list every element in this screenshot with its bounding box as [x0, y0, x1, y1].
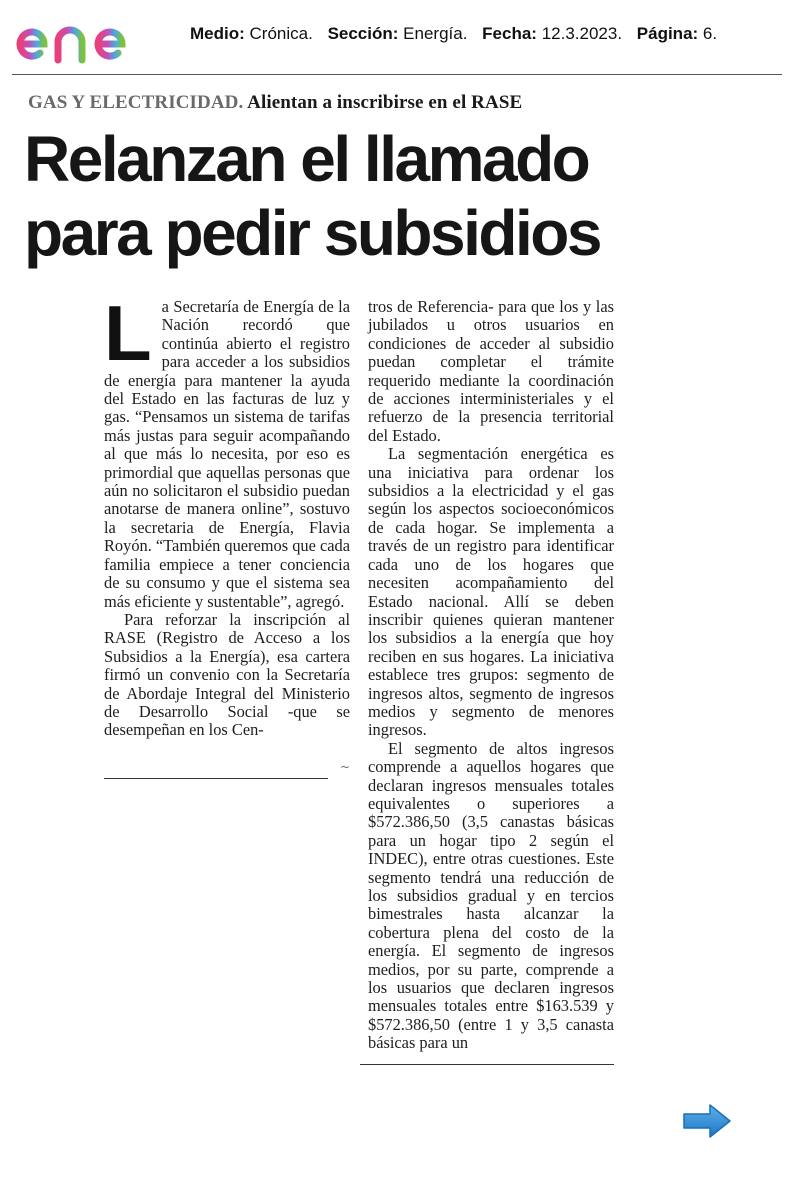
article-column-1: [104, 289, 350, 740]
headline-line-1: Relanzan el llamado: [24, 123, 589, 195]
pagina-label: Página:: [636, 24, 699, 43]
kicker-section: GAS Y ELECTRICIDAD.: [28, 92, 244, 113]
paragraph: tros de Referencia- para que los y las jubilados u otros usuarios en condiciones de acceder al subsidio puedan completar el trámite requerido mediante la coordinación de acciones interministeriales y el refuerzo de la presencia territorial del Estado.: [368, 297, 614, 445]
column-break-mark: ~: [340, 760, 351, 774]
column-1-end-rule: [104, 778, 328, 779]
medio-label: Medio:: [190, 24, 245, 43]
paragraph: La segmentación energética es una iniciativa para ordenar los subsidios a la electricidad y el gas según los aspectos socioeconómicos de cada hogar. Se implementa a través de un registro para identificar cada uno de los hogares que necesiten acompañamiento del Estado nacional. Allí se deben inscribir quienes quieran mantener los subsidios a la energía que hoy reciben en sus hogares. La iniciativa establece tres grupos: segmento de ingresos altos, segmento de ingresos medios y segmento de menores ingresos.: [368, 444, 614, 740]
seccion-value: Energía.: [403, 24, 468, 43]
article-headline: [24, 122, 784, 270]
pagina-value: 6.: [702, 24, 718, 43]
clipping-metadata: [190, 24, 717, 44]
medio-value: Crónica.: [249, 24, 313, 43]
fecha-value: 12.3.2023.: [541, 24, 623, 43]
paragraph: Para reforzar la inscripción al RASE (Registro de Acceso a los Subsidios a la Energía), esa cartera firmó un convenio con la Secretaría de Abordaje Integral del Ministerio de Desarrollo Social -que se desempeñan en los Cen-: [104, 609, 350, 740]
column-2-end-rule: [360, 1064, 614, 1065]
clipping-header: [0, 0, 800, 76]
paragraph-text: a Secretaría de Energía de la Nación recordó que continúa abierto el registro para acceder a los subsidios de energía para mantener la ayuda del Estado en las facturas de luz y gas. “Pensamos un sistema de tarifas más justas para seguir acompañando al que más lo necesita, por eso es primordial que aquellas personas que aún no solicitaron el subsidio puedan anotarse de manera online”, sostuvo la secretaria de Energía, Flavia Royón. “También queremos que cada familia empiece a tener conciencia de su consumo y que el sistema sea más eficiente y sustentable”, agregó.: [104, 297, 350, 611]
article-kicker: [28, 92, 522, 114]
header-divider: [12, 74, 782, 75]
seccion-label: Sección:: [327, 24, 399, 43]
enel-logo: [14, 14, 170, 66]
kicker-subtitle: Alientan a inscribirse en el RASE: [247, 92, 523, 113]
headline-line-2: para pedir subsidios: [24, 197, 600, 269]
arrow-right-icon[interactable]: [682, 1103, 732, 1139]
paragraph: [104, 289, 350, 611]
paragraph: El segmento de altos ingresos comprende a aquellos hogares que declaran ingresos mensuales totales equivalentes o superiores a $572.386,50 (3,5 canastas básicas para un hogar tipo 2 según el INDEC), entre otras cuestiones. Este segmento tendrá una reducción de los subsidios gradual y en tercios bimestrales hasta alcanzar la cobertura plena del costo de la energía. El segmento de ingresos medios, por su parte, comprende a los usuarios que declaren ingresos mensuales totales entre $163.539 y $572.386,50 (entre 1 y 3,5 canasta básicas para un: [368, 738, 614, 1053]
article-column-2: [368, 298, 614, 1053]
fecha-label: Fecha:: [482, 24, 537, 43]
drop-cap: L: [104, 289, 152, 377]
